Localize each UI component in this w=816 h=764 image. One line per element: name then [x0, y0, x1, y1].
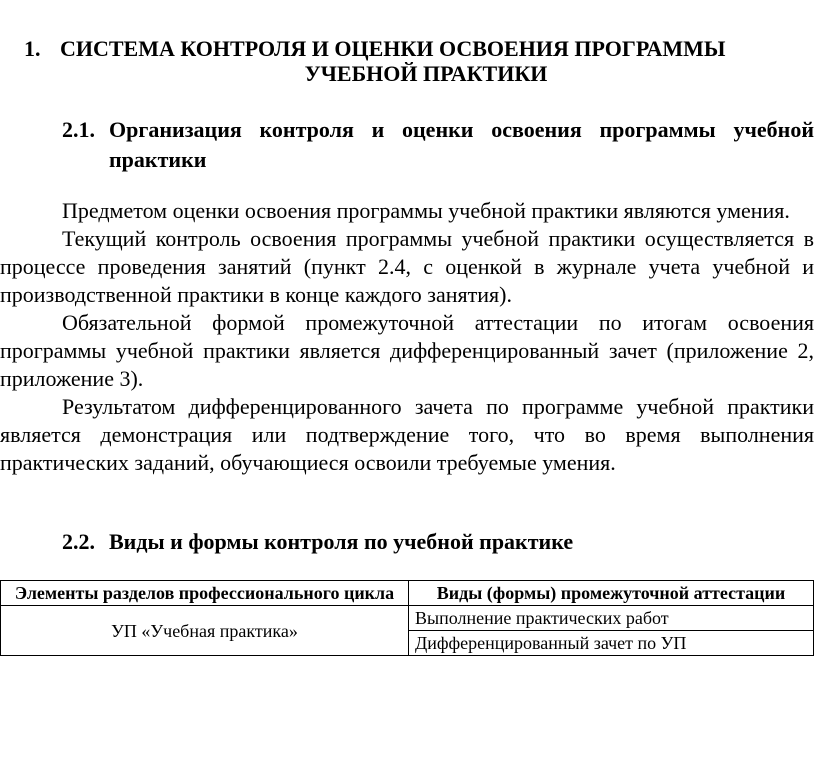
table-cell-form: Выполнение практических работ	[409, 606, 814, 631]
heading-1-line2: УЧЕБНОЙ ПРАКТИКИ	[304, 61, 548, 86]
table-header-forms: Виды (формы) промежуточной аттестации	[409, 581, 814, 606]
paragraph-4: Результатом дифференцированного зачета по программе учебной практики является демонстрация или подтверждение того, что во время выполнения практических заданий, обучающиеся освоили требуемые умения.	[0, 394, 814, 475]
table-row	[1, 606, 814, 631]
paragraph-1: Предметом оценки освоения программы учебной практики являются умения.	[62, 198, 790, 223]
table-header-elements: Элементы разделов профессионального цикла	[1, 581, 409, 606]
body-text	[0, 197, 814, 477]
heading-1-number: 1.	[24, 36, 41, 61]
section-2-1-number: 2.1.	[62, 117, 95, 142]
table-cell-form: Дифференцированный зачет по УП	[409, 631, 814, 656]
section-2-2-title: Виды и формы контроля по учебной практике	[109, 529, 574, 554]
paragraph-3: Обязательной формой промежуточной аттестации по итогам освоения программы учебной практики является дифференцированный зачет (приложение 2, приложение 3).	[0, 310, 814, 391]
section-2-2-number: 2.2.	[62, 529, 95, 554]
table-cell-element: УП «Учебная практика»	[1, 606, 409, 656]
paragraph-2: Текущий контроль освоения программы учебной практики осуществляется в процессе проведения занятий (пункт 2.4, с оценкой в журнале учета учебной и производственной практики в конце каждого занятия).	[0, 226, 814, 307]
section-2-1-title: Организация контроля и оценки освоения программы учебной практики	[109, 117, 814, 172]
control-forms-table	[0, 580, 814, 656]
table-header-row	[1, 581, 814, 606]
heading-1-line1: СИСТЕМА КОНТРОЛЯ И ОЦЕНКИ ОСВОЕНИЯ ПРОГРАММЫ	[60, 36, 726, 61]
section-2-1-heading	[62, 115, 814, 175]
